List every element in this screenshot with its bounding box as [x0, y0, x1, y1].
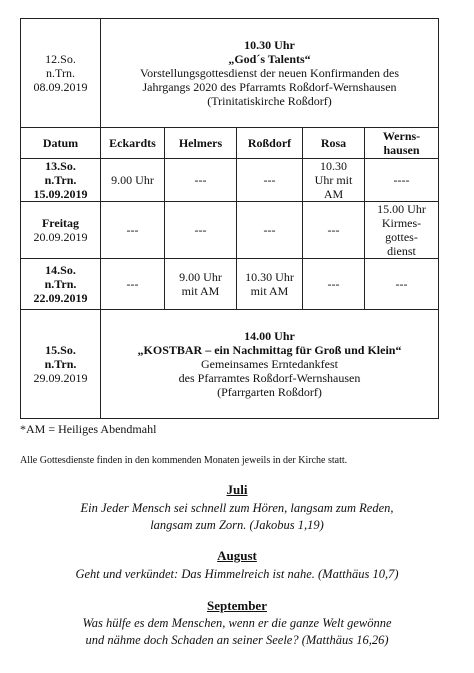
header-wernshausen: Werns- hausen: [365, 128, 439, 159]
event-location: (Pfarrgarten Roßdorf): [217, 385, 322, 399]
date-cell: Freitag 20.09.2019: [21, 202, 101, 259]
general-note: Alle Gottesdienste finden in den kommenden Monaten jeweils in der Kirche statt.: [20, 455, 348, 466]
event-time: 10.30 Uhr: [244, 38, 295, 52]
event-location: (Trinitatiskirche Roßdorf): [207, 94, 332, 108]
cell-wernshausen: ---: [365, 259, 439, 310]
footnote: *AM = Heiliges Abendmahl: [20, 422, 157, 436]
event-description: Jahrgangs 2020 des Pfarramts Roßdorf-Wernshausen: [142, 80, 397, 94]
service-schedule-table: [20, 18, 439, 419]
verse-juli: Ein Jeder Mensch sei schnell zum Hören, langsam zum Reden, langsam zum Zorn. (Jakobus 1,19): [80, 501, 394, 532]
harvest-festival-cell: [101, 310, 439, 419]
header-helmers: Helmers: [165, 128, 237, 159]
cell-helmers: ---: [165, 202, 237, 259]
verse-september: Was hülfe es dem Menschen, wenn er die ganze Welt gewönne und nähme doch Schaden an seiner Seele? (Matthäus 16,26): [82, 616, 392, 647]
event-description: Vorstellungsgottesdienst der neuen Konfirmanden des: [139, 66, 400, 80]
joint-service-cell: [101, 19, 439, 128]
cell-rossdorf: ---: [237, 202, 303, 259]
verse-august: Geht und verkündet: Das Himmelreich ist nahe. (Matthäus 10,7): [75, 567, 399, 581]
cell-helmers: 9.00 Uhr mit AM: [165, 259, 237, 310]
date-cell: 15.So. n.Trn. 29.09.2019: [21, 310, 101, 419]
date-cell: 14.So. n.Trn. 22.09.2019: [21, 259, 101, 310]
header-eckardts: Eckardts: [101, 128, 165, 159]
header-rossdorf: Roßdorf: [237, 128, 303, 159]
event-title: „KOSTBAR – ein Nachmittag für Groß und Klein“: [137, 343, 402, 357]
cell-eckardts: ---: [101, 259, 165, 310]
table-header-row: [21, 128, 439, 159]
cell-eckardts: 9.00 Uhr: [101, 159, 165, 202]
event-description: des Pfarramtes Roßdorf-Wernshausen: [178, 371, 361, 385]
month-heading-juli: Juli: [226, 482, 248, 497]
date-cell: [21, 19, 101, 128]
date-line: 08.09.2019: [33, 80, 88, 94]
table-row-14-sunday: [21, 259, 439, 310]
table-row-15-sunday: [21, 310, 439, 419]
header-rosa: Rosa: [303, 128, 365, 159]
date-line: n.Trn.: [46, 66, 75, 80]
cell-eckardts: ---: [101, 202, 165, 259]
cell-rossdorf: ---: [237, 159, 303, 202]
cell-rosa: 10.30 Uhr mit AM: [303, 159, 365, 202]
month-heading-august: August: [217, 548, 257, 563]
cell-rosa: ---: [303, 259, 365, 310]
header-datum: Datum: [21, 128, 101, 159]
date-line: 12.So.: [45, 52, 76, 66]
cell-rosa: ---: [303, 202, 365, 259]
table-row-friday: [21, 202, 439, 259]
cell-wernshausen: ----: [365, 159, 439, 202]
table-row-12-sunday: [21, 19, 439, 128]
table-row-13-sunday: [21, 159, 439, 202]
event-description: Gemeinsames Erntedankfest: [201, 357, 338, 371]
cell-helmers: ---: [165, 159, 237, 202]
event-time: 14.00 Uhr: [244, 329, 295, 343]
cell-rossdorf: 10.30 Uhr mit AM: [237, 259, 303, 310]
date-cell: 13.So. n.Trn. 15.09.2019: [21, 159, 101, 202]
month-heading-september: September: [207, 598, 267, 613]
cell-wernshausen: 15.00 Uhr Kirmes- gottes- dienst: [365, 202, 439, 259]
event-title: „God´s Talents“: [228, 52, 311, 66]
